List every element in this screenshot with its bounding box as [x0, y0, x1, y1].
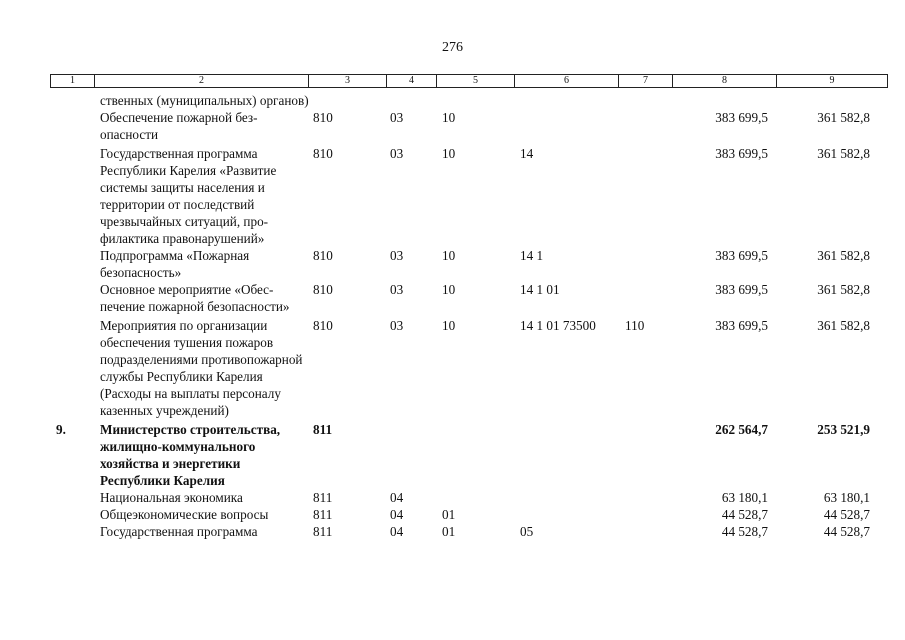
- row-ministry-code: 811: [313, 507, 333, 522]
- row-amount-col-9: 361 582,8: [817, 146, 870, 161]
- header-col-9: 9: [829, 75, 835, 86]
- row-section-code: 04: [390, 507, 404, 522]
- row-amount-col-8: 383 699,5: [715, 282, 768, 297]
- row-amount-col-9: 361 582,8: [817, 248, 870, 263]
- row-name: Мероприятия по организации обеспечения тушения пожаров подразделениями противопожарной службы Республики Карелия (Расходы на выплаты персоналу казенных учреждений): [100, 318, 303, 418]
- row-number: 9.: [56, 422, 66, 437]
- row-target-code: 05: [520, 524, 534, 539]
- row-section-code: 03: [390, 248, 404, 263]
- table-header-row: [50, 74, 888, 88]
- row-amount-col-8: 63 180,1: [721, 490, 768, 505]
- row-ministry-code: 811: [313, 422, 333, 437]
- row-section-code: 04: [390, 524, 404, 539]
- row-name: Общеэкономические вопросы: [100, 507, 269, 522]
- table-row: [50, 281, 888, 315]
- table-row: [50, 506, 888, 523]
- row-target-code: 14 1 01: [520, 282, 560, 297]
- row-name: ственных (муниципальных) органов): [100, 93, 309, 108]
- row-ministry-code: 810: [313, 248, 333, 263]
- header-col-5: 5: [437, 75, 515, 87]
- row-name: Министерство строительства, жилищно-коммунального хозяйства и энергетики Республики Карелия: [100, 422, 281, 488]
- row-subsection-code: 10: [442, 248, 456, 263]
- table-row: [50, 92, 888, 109]
- row-name: Подпрограмма «Пожарная безопасность»: [100, 248, 250, 280]
- row-subsection-code: 10: [442, 146, 456, 161]
- row-subsection-code: 10: [442, 110, 456, 125]
- row-section-code: 04: [390, 490, 404, 505]
- row-ministry-code: 810: [313, 318, 333, 333]
- row-expense-type-code: 110: [625, 318, 645, 333]
- header-col-6: 6: [515, 75, 619, 87]
- row-subsection-code: 01: [442, 507, 456, 522]
- header-col-3: 3: [309, 75, 387, 87]
- row-amount-col-9: 63 180,1: [823, 490, 870, 505]
- row-ministry-code: 810: [313, 146, 333, 161]
- row-subsection-code: 01: [442, 524, 456, 539]
- header-col-4: 4: [387, 75, 437, 87]
- row-ministry-code: 810: [313, 110, 333, 125]
- page-number: 276: [442, 40, 463, 55]
- row-target-code: 14 1: [520, 248, 544, 263]
- header-col-2: 2: [95, 75, 309, 87]
- row-amount-col-8: 383 699,5: [715, 110, 768, 125]
- table-row: [50, 145, 888, 247]
- row-name: Государственная программа Республики Карелия «Развитие системы защиты населения и территории от последствий чрезвычайных ситуаций, профилактика правонарушений»: [100, 146, 277, 246]
- row-subsection-code: 10: [442, 318, 456, 333]
- row-name: Обеспечение пожарной безопасности: [100, 110, 258, 142]
- row-amount-col-8: 44 528,7: [721, 507, 768, 522]
- row-amount-col-9: 44 528,7: [823, 524, 870, 539]
- row-amount-col-9: 44 528,7: [823, 507, 870, 522]
- row-section-code: 03: [390, 318, 404, 333]
- header-col-7: 7: [619, 75, 673, 87]
- row-amount-col-9: 361 582,8: [817, 110, 870, 125]
- table-row: [50, 523, 888, 540]
- row-name: Основное мероприятие «Обеспечение пожарной безопасности»: [100, 282, 290, 314]
- budget-table-body: [50, 92, 888, 540]
- row-name: Государственная программа: [100, 524, 258, 539]
- table-row: [50, 317, 888, 419]
- row-amount-col-9: 361 582,8: [817, 282, 870, 297]
- table-row: [50, 109, 888, 143]
- row-ministry-code: 811: [313, 524, 333, 539]
- row-amount-col-9: 361 582,8: [817, 318, 870, 333]
- header-col-8: 8: [673, 75, 777, 87]
- row-section-code: 03: [390, 110, 404, 125]
- row-amount-col-8: 383 699,5: [715, 318, 768, 333]
- row-amount-col-9: 253 521,9: [817, 422, 870, 437]
- row-target-code: 14 1 01 73500: [520, 318, 596, 333]
- row-name: Национальная экономика: [100, 490, 243, 505]
- row-amount-col-8: 383 699,5: [715, 146, 768, 161]
- row-subsection-code: 10: [442, 282, 456, 297]
- row-ministry-code: 810: [313, 282, 333, 297]
- row-amount-col-8: 44 528,7: [721, 524, 768, 539]
- row-section-code: 03: [390, 282, 404, 297]
- table-row: [50, 421, 888, 489]
- row-target-code: 14: [520, 146, 534, 161]
- row-ministry-code: 811: [313, 490, 333, 505]
- row-section-code: 03: [390, 146, 404, 161]
- header-col-1: 1: [51, 75, 95, 87]
- table-row: [50, 247, 888, 281]
- row-amount-col-8: 262 564,7: [715, 422, 768, 437]
- table-row: [50, 489, 888, 506]
- row-amount-col-8: 383 699,5: [715, 248, 768, 263]
